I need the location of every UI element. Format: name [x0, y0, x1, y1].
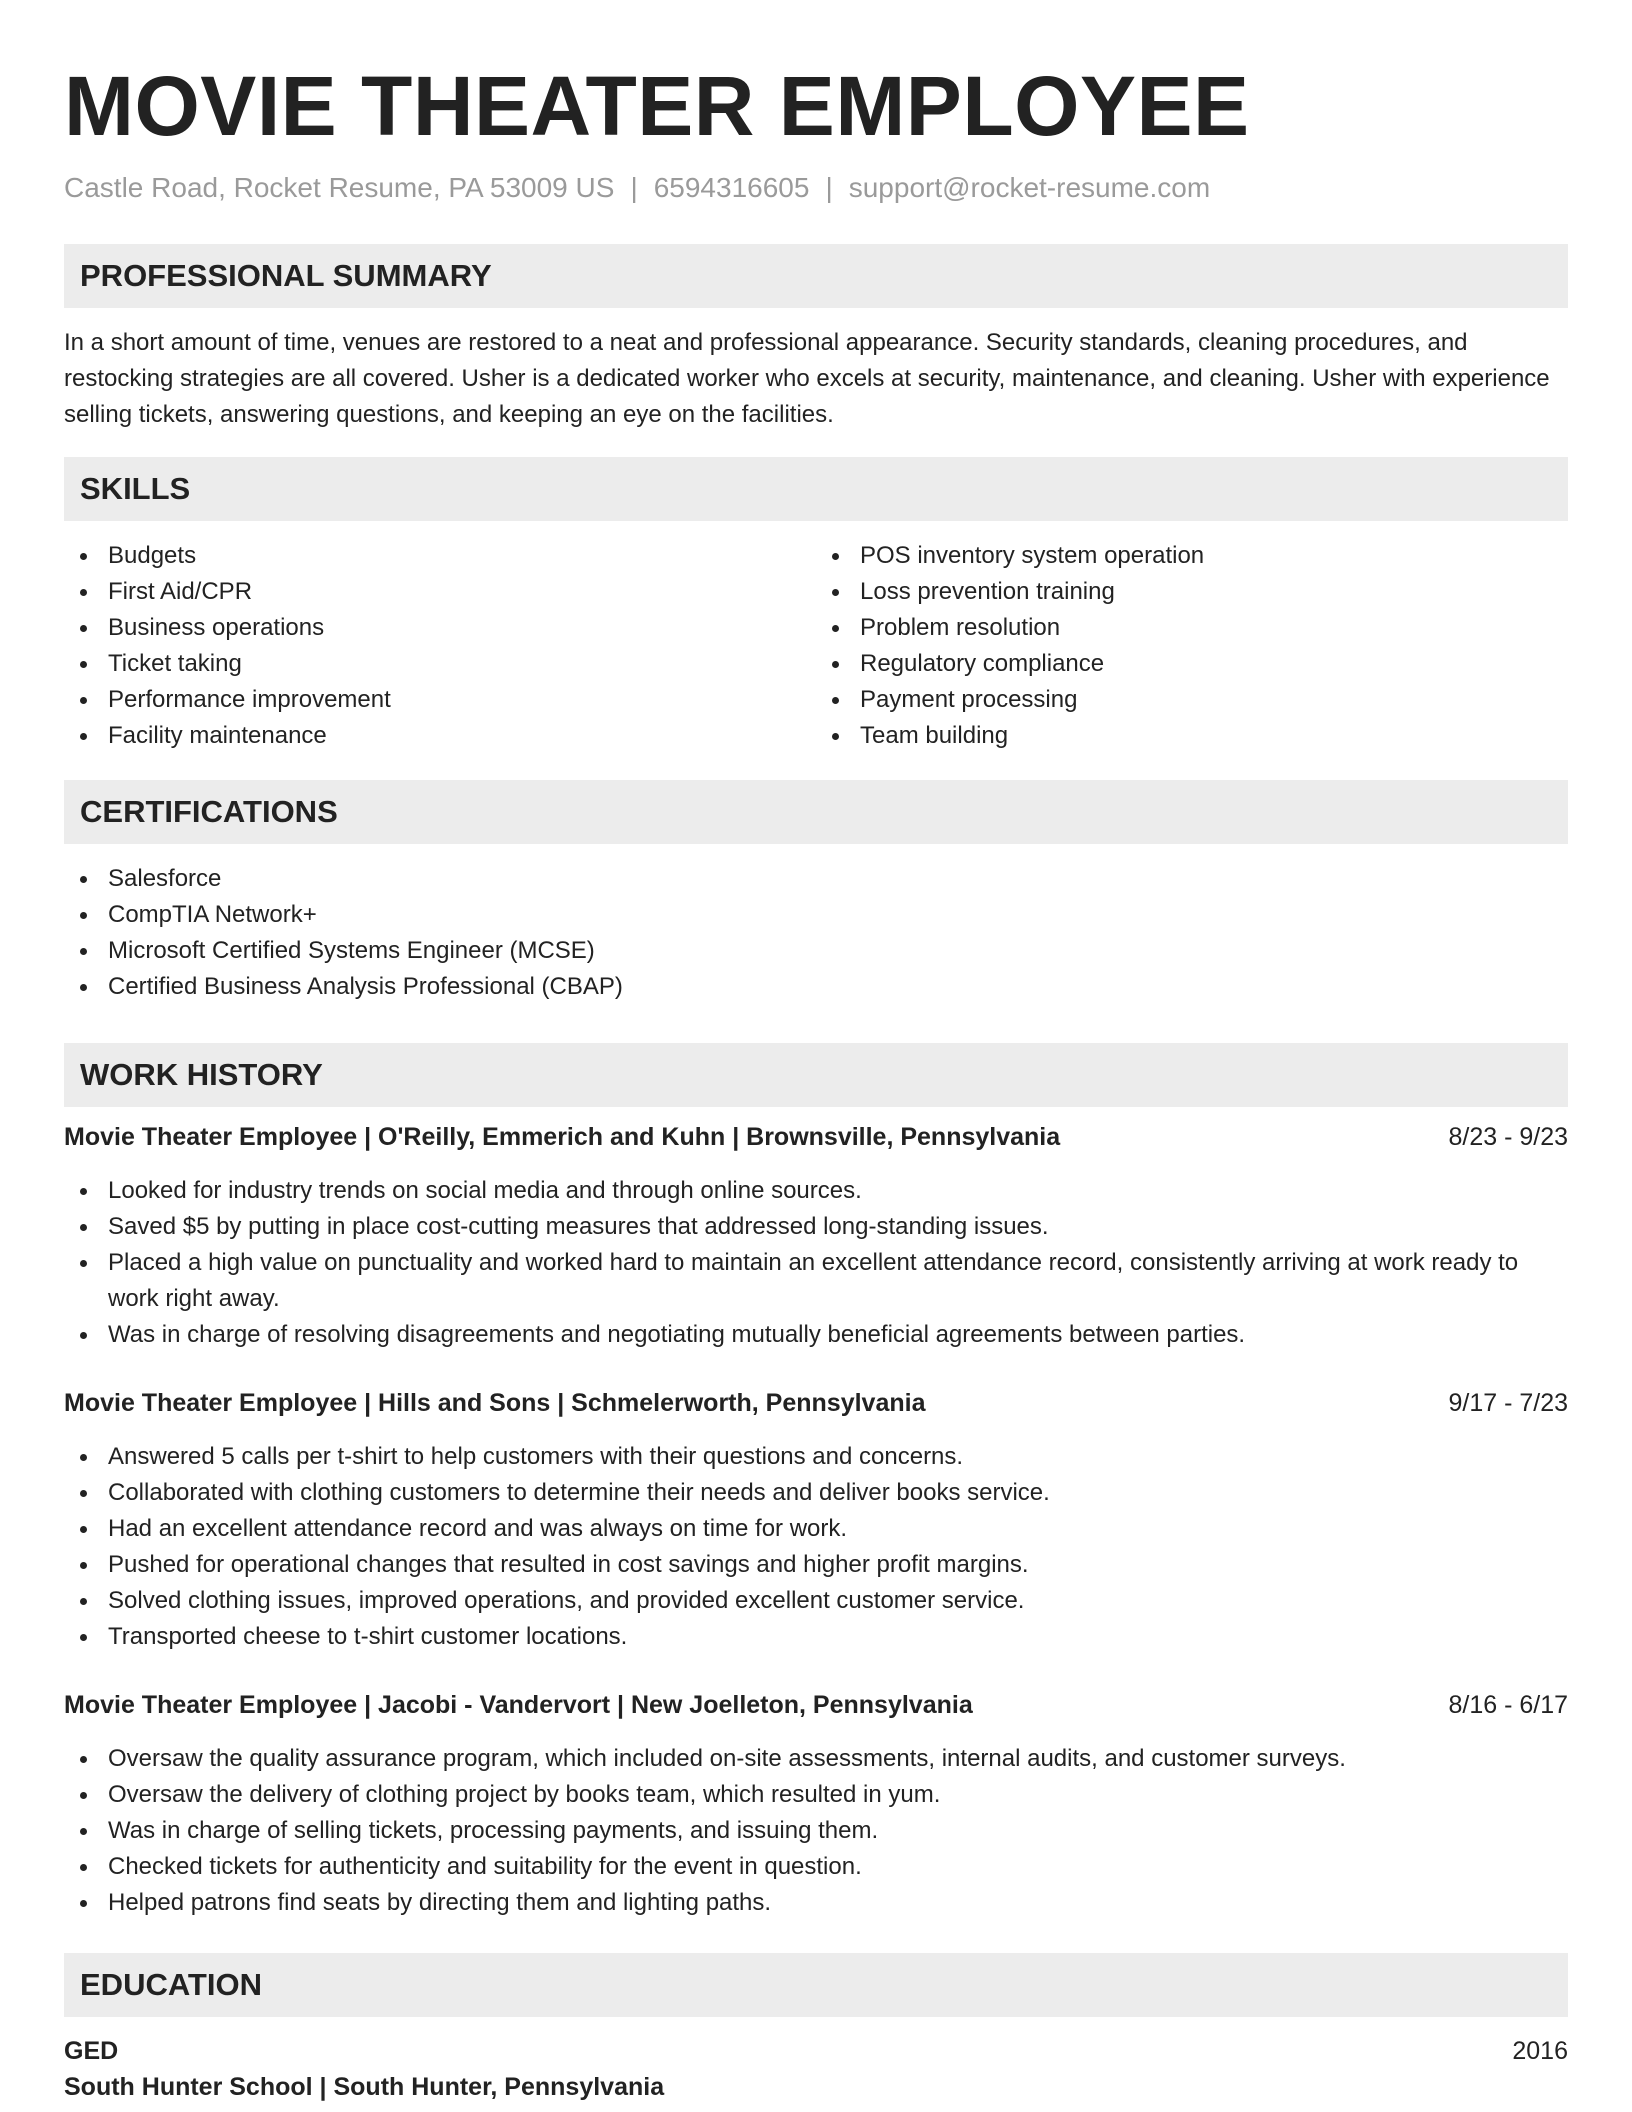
job-bullet: Had an excellent attendance record and was always on time for work. — [64, 1511, 1568, 1547]
skill-item: Performance improvement — [64, 682, 816, 718]
skill-item: POS inventory system operation — [816, 538, 1568, 574]
job-header — [64, 1119, 1568, 1155]
contact-separator: | — [825, 172, 833, 203]
job-entry — [64, 1385, 1568, 1655]
job-entry — [64, 1687, 1568, 1921]
skill-item: Loss prevention training — [816, 574, 1568, 610]
job-title: Movie Theater Employee | Jacobi - Vandervort | New Joelleton, Pennsylvania — [64, 1691, 973, 1719]
section-heading-education: EDUCATION — [64, 1953, 1568, 2017]
job-bullet: Oversaw the delivery of clothing project by books team, which resulted in yum. — [64, 1777, 1568, 1813]
contact-line — [64, 170, 1568, 206]
contact-separator: | — [630, 172, 638, 203]
job-bullet: Answered 5 calls per t-shirt to help customers with their questions and concerns. — [64, 1439, 1568, 1475]
job-bullet: Checked tickets for authenticity and suitability for the event in question. — [64, 1849, 1568, 1885]
job-bullets — [64, 1173, 1568, 1353]
certification-item: Salesforce — [64, 861, 1568, 897]
certifications-list — [64, 861, 1568, 1005]
section-heading-skills: SKILLS — [64, 457, 1568, 521]
job-entry — [64, 1119, 1568, 1353]
section-heading-work-history: WORK HISTORY — [64, 1043, 1568, 1107]
section-heading-summary: PROFESSIONAL SUMMARY — [64, 244, 1568, 308]
job-bullet: Looked for industry trends on social media and through online sources. — [64, 1173, 1568, 1209]
certification-item: Microsoft Certified Systems Engineer (MCSE) — [64, 933, 1568, 969]
skill-item: Problem resolution — [816, 610, 1568, 646]
education-school: South Hunter School | South Hunter, Pennsylvania — [64, 2073, 665, 2101]
job-bullet: Collaborated with clothing customers to determine their needs and deliver books service. — [64, 1475, 1568, 1511]
job-dates: 8/23 - 9/23 — [1448, 1123, 1568, 1151]
job-bullet: Saved $5 by putting in place cost-cutting measures that addressed long-standing issues. — [64, 1209, 1568, 1245]
job-bullets — [64, 1439, 1568, 1655]
job-dates: 8/16 - 6/17 — [1448, 1691, 1568, 1719]
skill-item: Payment processing — [816, 682, 1568, 718]
job-bullet: Pushed for operational changes that resulted in cost savings and higher profit margins. — [64, 1547, 1568, 1583]
skill-item: Regulatory compliance — [816, 646, 1568, 682]
job-bullet: Was in charge of selling tickets, processing payments, and issuing them. — [64, 1813, 1568, 1849]
job-title: Movie Theater Employee | Hills and Sons | Schmelerworth, Pennsylvania — [64, 1389, 926, 1417]
skills-left-list — [64, 538, 816, 754]
section-heading-certifications: CERTIFICATIONS — [64, 780, 1568, 844]
job-bullet: Was in charge of resolving disagreements and negotiating mutually beneficial agreements between parties. — [64, 1317, 1568, 1353]
job-bullet: Transported cheese to t-shirt customer locations. — [64, 1619, 1568, 1655]
job-header — [64, 1385, 1568, 1421]
job-bullet: Placed a high value on punctuality and worked hard to maintain an excellent attendance record, consistently arriving at work ready to work right away. — [64, 1245, 1568, 1317]
education-header — [64, 2033, 1568, 2069]
summary-text: In a short amount of time, venues are restored to a neat and professional appearance. Security standards, cleaning procedures, and restocking strategies are all covered. Usher is a dedicated worker who excels at security, maintenance, and cleaning. Usher with experience selling tickets, answering questions, and keeping an eye on the facilities. — [64, 329, 1550, 428]
job-bullet: Oversaw the quality assurance program, which included on-site assessments, internal audits, and customer surveys. — [64, 1741, 1568, 1777]
job-bullet: Helped patrons find seats by directing them and lighting paths. — [64, 1885, 1568, 1921]
candidate-name: MOVIE THEATER EMPLOYEE — [64, 59, 1250, 153]
job-title: Movie Theater Employee | O'Reilly, Emmerich and Kuhn | Brownsville, Pennsylvania — [64, 1123, 1061, 1151]
job-dates: 9/17 - 7/23 — [1448, 1389, 1568, 1417]
contact-address: Castle Road, Rocket Resume, PA 53009 US — [64, 172, 615, 203]
skill-item: Ticket taking — [64, 646, 816, 682]
skill-item: Facility maintenance — [64, 718, 816, 754]
contact-phone: 6594316605 — [653, 172, 810, 203]
skill-item: First Aid/CPR — [64, 574, 816, 610]
skills-right-list — [816, 538, 1568, 754]
education-year: 2016 — [1512, 2037, 1568, 2065]
contact-email: support@rocket-resume.com — [848, 172, 1211, 203]
certification-item: Certified Business Analysis Professional (CBAP) — [64, 969, 1568, 1005]
job-bullets — [64, 1741, 1568, 1921]
skills-list — [64, 538, 1568, 754]
skills-column-right — [816, 538, 1568, 754]
skills-column-left — [64, 538, 816, 754]
skill-item: Business operations — [64, 610, 816, 646]
skill-item: Budgets — [64, 538, 816, 574]
education-degree: GED — [64, 2037, 119, 2065]
job-bullet: Solved clothing issues, improved operations, and provided excellent customer service. — [64, 1583, 1568, 1619]
skill-item: Team building — [816, 718, 1568, 754]
certification-item: CompTIA Network+ — [64, 897, 1568, 933]
job-header — [64, 1687, 1568, 1723]
